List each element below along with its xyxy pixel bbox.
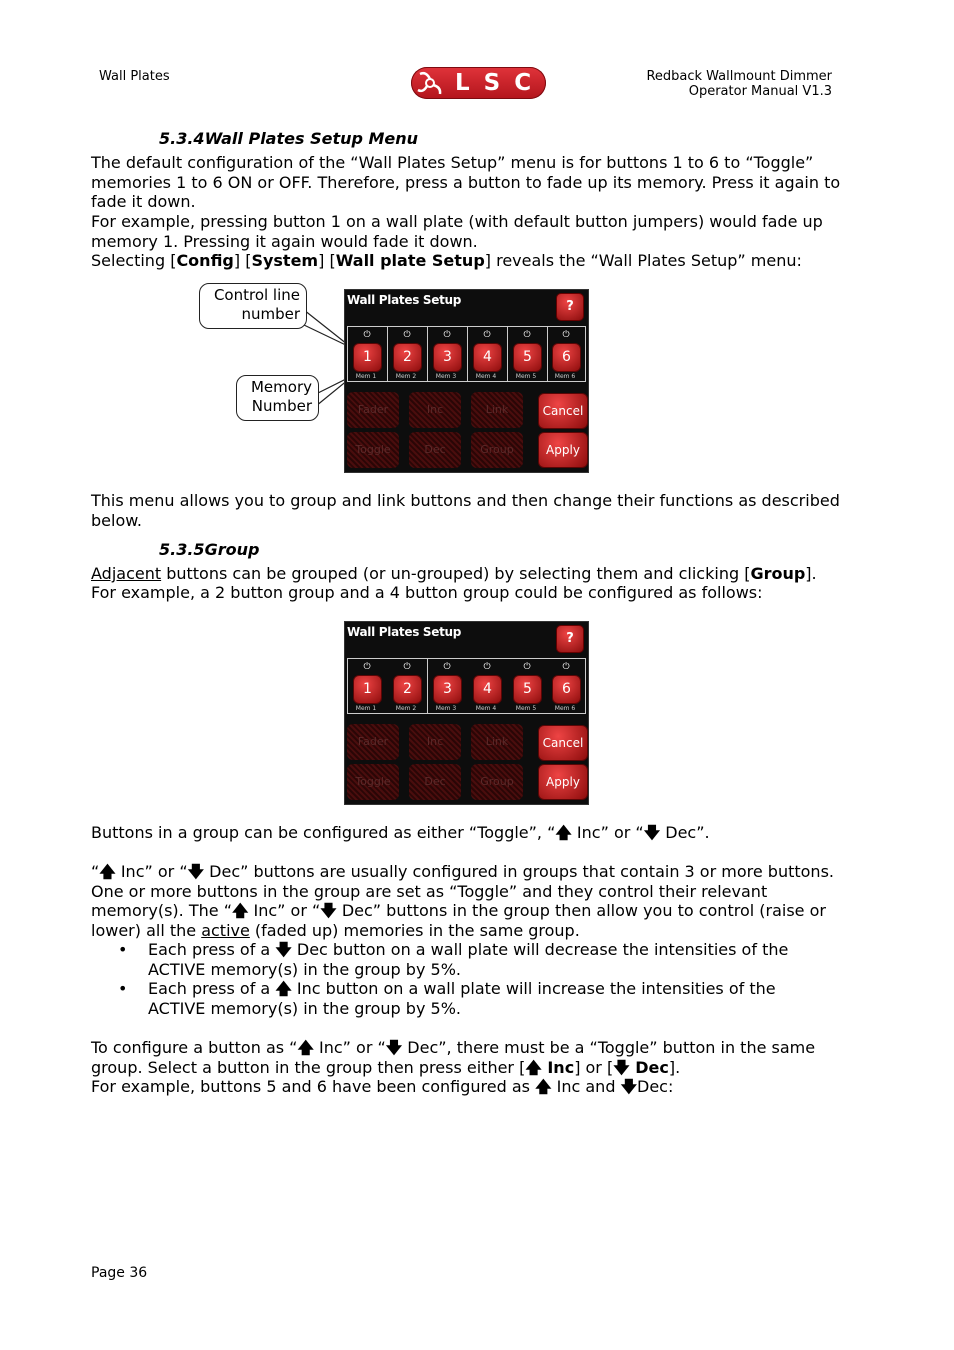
power-icon: ⏻: [363, 330, 371, 340]
group-button[interactable]: Group: [471, 764, 523, 800]
wall-button-1[interactable]: 1: [353, 675, 382, 704]
wall-plates-setup-panel-2: [344, 621, 589, 805]
inc-term: Inc: [541, 1057, 575, 1077]
down-arrow-icon: 🡇: [275, 940, 292, 959]
memory-label: Mem 3: [435, 705, 457, 712]
apply-button[interactable]: Apply: [538, 432, 588, 468]
header-product: Redback Wallmount Dimmer: [646, 69, 832, 84]
memory-label: Mem 1: [355, 373, 377, 380]
wall-button-5[interactable]: 5: [513, 675, 542, 704]
panel-title: Wall Plates Setup: [347, 293, 462, 307]
apply-button[interactable]: Apply: [538, 764, 588, 800]
section-heading-5-3-5: [159, 540, 259, 559]
cancel-button[interactable]: Cancel: [538, 725, 588, 761]
section-number: 5.3.4: [159, 129, 205, 148]
down-arrow-icon: 🡇: [320, 901, 337, 920]
bullet-item: Each press of a 🡇 Dec button on a wall plate will decrease the intensities of the ACTIVE memory(s) in the group by 5%.: [148, 940, 789, 979]
power-icon: ⏻: [523, 330, 531, 340]
paragraph: Selecting [Config] [System] [Wall plate Setup] reveals the “Wall Plates Setup” menu:: [91, 251, 802, 270]
power-icon: ⏻: [363, 662, 371, 672]
bullet-dot: •: [118, 940, 128, 959]
inc-button[interactable]: Inc: [409, 392, 461, 428]
power-icon: ⏻: [562, 330, 570, 340]
callout-memory-number: Memory Number: [236, 375, 319, 421]
power-icon: ⏻: [403, 662, 411, 672]
up-arrow-icon: 🡅: [297, 1038, 314, 1057]
page-number: Page 36: [91, 1265, 148, 1281]
inc-button[interactable]: Inc: [409, 724, 461, 760]
wall-button-5[interactable]: 5: [513, 343, 542, 372]
wall-button-2[interactable]: 2: [393, 343, 422, 372]
help-button[interactable]: ?: [556, 293, 584, 321]
wall-button-6[interactable]: 6: [552, 675, 581, 704]
power-icon: ⏻: [562, 662, 570, 672]
wall-button-3[interactable]: 3: [433, 343, 462, 372]
memory-label: Mem 4: [475, 373, 497, 380]
wall-button-3[interactable]: 3: [433, 675, 462, 704]
down-arrow-icon: 🡇: [620, 1077, 638, 1096]
cancel-button[interactable]: Cancel: [538, 393, 588, 429]
power-icon: ⏻: [403, 330, 411, 340]
up-arrow-icon: 🡅: [525, 1057, 542, 1077]
menu-system: System: [251, 251, 319, 270]
up-arrow-icon: 🡅: [535, 1077, 552, 1096]
power-icon: ⏻: [443, 662, 451, 672]
paragraph: For example, buttons 5 and 6 have been configured as 🡅 Inc and 🡇Dec:: [91, 1077, 674, 1096]
wall-button-6[interactable]: 6: [552, 343, 581, 372]
section-title: Wall Plates Setup Menu: [204, 129, 419, 148]
memory-label: Mem 6: [554, 705, 576, 712]
section-heading-5-3-4: [159, 129, 418, 148]
wall-button-2[interactable]: 2: [393, 675, 422, 704]
header-manual-info: [646, 69, 832, 99]
paragraph: For example, pressing button 1 on a wall plate (with default button jumpers) would fade up memory 1. Pressing it again would fade it down.: [91, 212, 823, 251]
wall-button-4[interactable]: 4: [473, 675, 502, 704]
link-button[interactable]: Link: [471, 724, 523, 760]
lsc-logo: [411, 67, 546, 99]
memory-label: Mem 3: [435, 373, 457, 380]
group-button[interactable]: Group: [471, 432, 523, 468]
memory-label: Mem 5: [515, 373, 537, 380]
up-arrow-icon: 🡅: [555, 823, 572, 842]
menu-config: Config: [176, 251, 234, 270]
header-version: Operator Manual V1.3: [688, 84, 832, 99]
down-arrow-icon: 🡇: [187, 862, 205, 881]
section-number: 5.3.5: [159, 540, 205, 559]
down-arrow-icon: 🡇: [385, 1038, 403, 1057]
paragraph: Buttons in a group can be configured as either “Toggle”, “🡅 Inc” or “🡇 Dec”.: [91, 823, 710, 842]
menu-wall-plate-setup: Wall plate Setup: [335, 251, 485, 270]
wall-button-1[interactable]: 1: [353, 343, 382, 372]
memory-label: Mem 2: [395, 705, 417, 712]
bullet-dot: •: [118, 979, 128, 998]
adjacent-term: Adjacent: [91, 564, 162, 583]
up-arrow-icon: 🡅: [231, 901, 249, 920]
memory-label: Mem 5: [515, 705, 537, 712]
fader-button[interactable]: Fader: [347, 724, 399, 760]
dec-term: Dec: [629, 1057, 669, 1077]
fader-button[interactable]: Fader: [347, 392, 399, 428]
up-arrow-icon: 🡅: [275, 979, 292, 998]
bullet-item: Each press of a 🡅 Inc button on a wall plate will increase the intensities of the ACTIVE memory(s) in the group by 5%.: [148, 979, 776, 1018]
panel-title: Wall Plates Setup: [347, 625, 462, 639]
paragraph: The default configuration of the “Wall Plates Setup” menu is for buttons 1 to 6 to “Toggle” memories 1 to 6 ON or OFF. Therefore, press a button to fade up its memory. Press it again to fade it down.: [91, 153, 841, 211]
down-arrow-icon: 🡇: [613, 1057, 630, 1077]
toggle-button[interactable]: Toggle: [347, 764, 399, 800]
paragraph: To configure a button as “🡅 Inc” or “🡇 Dec”, there must be a “Toggle” button in the same group. Select a button in the group then press either [🡅 Inc] or [🡇 Dec].: [91, 1038, 816, 1077]
dec-button[interactable]: Dec: [409, 764, 461, 800]
paragraph: For example, a 2 button group and a 4 button group could be configured as follows:: [91, 583, 763, 602]
down-arrow-icon: 🡇: [643, 823, 661, 842]
logo-text: LSC: [455, 70, 546, 96]
power-icon: ⏻: [443, 330, 451, 340]
power-icon: ⏻: [483, 662, 491, 672]
link-button[interactable]: Link: [471, 392, 523, 428]
section-title: Group: [204, 540, 260, 559]
lsc-mark-icon: [417, 70, 443, 96]
toggle-button[interactable]: Toggle: [347, 432, 399, 468]
callout-control-line: Control line number: [199, 283, 307, 329]
up-arrow-icon: 🡅: [99, 862, 116, 881]
group-term: Group: [750, 564, 806, 583]
wall-plates-setup-panel-1: [344, 289, 589, 473]
power-icon: ⏻: [483, 330, 491, 340]
paragraph: “🡅 Inc” or “🡇 Dec” buttons are usually configured in groups that contain 3 or more buttons. One or more buttons in the group are set as “Toggle” and they control their relevant memory(s). The “🡅 Inc” or “🡇 Dec” buttons in the group then allow you to control (raise or lower) all the active (faded up) memories in the same group.: [91, 862, 834, 940]
wall-button-4[interactable]: 4: [473, 343, 502, 372]
memory-label: Mem 2: [395, 373, 417, 380]
paragraph: Adjacent buttons can be grouped (or un-grouped) by selecting them and clicking [Group].: [91, 564, 817, 583]
active-term: active: [201, 920, 250, 940]
power-icon: ⏻: [523, 662, 531, 672]
header-section-title: Wall Plates: [99, 69, 170, 84]
dec-button[interactable]: Dec: [409, 432, 461, 468]
paragraph: This menu allows you to group and link buttons and then change their functions as described below.: [91, 491, 840, 530]
memory-label: Mem 4: [475, 705, 497, 712]
help-button[interactable]: ?: [556, 625, 584, 653]
memory-label: Mem 6: [554, 373, 576, 380]
memory-label: Mem 1: [355, 705, 377, 712]
